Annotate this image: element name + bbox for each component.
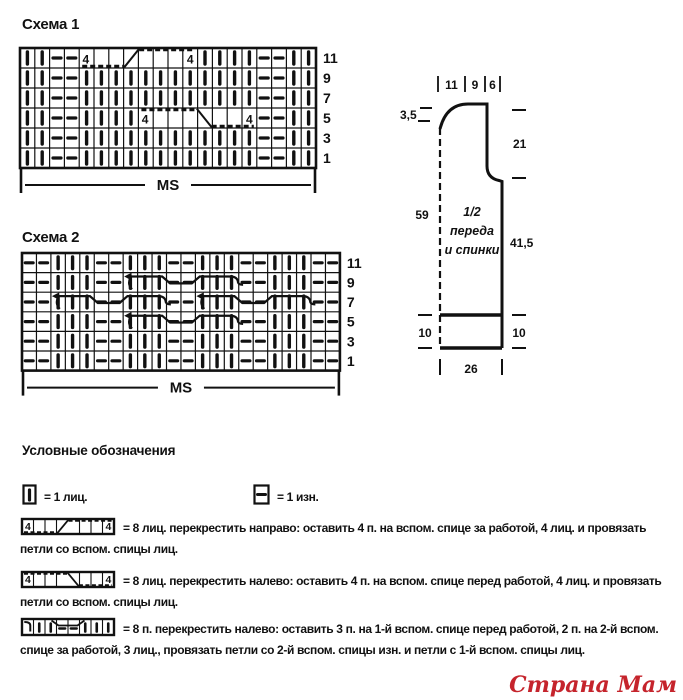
legend-cable-left8-label: = 8 п. перекрестить налево: оставить 3 п. на 1-й вспом. спице перед работой, 2 п. на 2-й вспом. спице за работой, 3 лиц., провязать петли со 2-й вспом. спицы изн. и петли с 1-й вспом. спицы лиц. [20,622,659,657]
svg-text:7: 7 [346,294,355,311]
purl-stitch-icon [253,484,272,506]
svg-text:3: 3 [323,130,331,147]
svg-text:MS: MS [156,177,180,194]
legend-item-purl [253,484,318,508]
svg-text:21: 21 [513,137,527,151]
svg-text:9: 9 [323,70,331,87]
cable-right-icon [20,517,118,537]
svg-text:4: 4 [141,112,149,127]
legend-item-knit [22,484,87,508]
watermark: Страна Мам [509,672,677,698]
legend-knit-label: = 1 лиц. [44,490,88,504]
svg-text:4: 4 [82,52,90,67]
scheme2-title: Схема 2 [22,229,80,246]
svg-text:11: 11 [346,254,362,271]
svg-text:4: 4 [186,52,194,67]
svg-text:MS: MS [169,379,193,397]
svg-text:и спинки: и спинки [444,243,500,257]
svg-text:3,5: 3,5 [400,108,417,122]
cable-left-icon [20,570,118,590]
legend-item-cable-left [20,570,672,613]
svg-text:3: 3 [346,333,355,350]
scheme1-chart [18,46,350,198]
scheme1-title: Схема 1 [22,16,80,33]
svg-text:9: 9 [346,274,355,291]
svg-text:9: 9 [471,78,479,92]
svg-text:7: 7 [323,90,331,107]
svg-text:5: 5 [323,110,331,127]
svg-text:4: 4 [25,574,31,586]
svg-text:26: 26 [464,362,478,376]
svg-text:59: 59 [415,208,429,222]
legend-cable-right-label: = 8 лиц. перекрестить направо: оставить 4 п. на вспом. спице за работой, 4 лиц. и провязать петли со вспом. спицы лиц. [20,521,647,556]
scheme2-chart [20,251,372,403]
svg-text:4: 4 [246,112,253,127]
legend-header: Условные обозначения [22,443,176,458]
svg-text:10: 10 [418,326,432,340]
cable-left8-icon [20,617,118,638]
svg-text:4: 4 [105,521,111,533]
knit-stitch-icon [22,484,39,506]
svg-text:4: 4 [105,574,111,586]
legend-purl-label: = 1 изн. [277,490,319,504]
svg-text:11: 11 [323,50,338,67]
svg-text:5: 5 [346,313,355,330]
legend-item-cable-right [20,517,672,560]
svg-text:1: 1 [346,352,355,369]
garment-schematic [392,48,560,386]
legend-cable-left-label: = 8 лиц. перекрестить налево: оставить 4 п. на вспом. спице перед работой, 4 лиц. и провязать петли со вспом. спицы лиц. [20,574,662,609]
svg-text:11: 11 [445,78,458,92]
svg-text:1: 1 [323,150,331,167]
svg-text:4: 4 [25,521,31,533]
legend-item-cable-left8 [20,617,672,661]
svg-text:10: 10 [512,326,526,340]
svg-text:переда: переда [449,224,495,238]
svg-text:1/2: 1/2 [463,205,481,219]
svg-text:6: 6 [489,78,496,92]
svg-text:41,5: 41,5 [510,236,534,250]
